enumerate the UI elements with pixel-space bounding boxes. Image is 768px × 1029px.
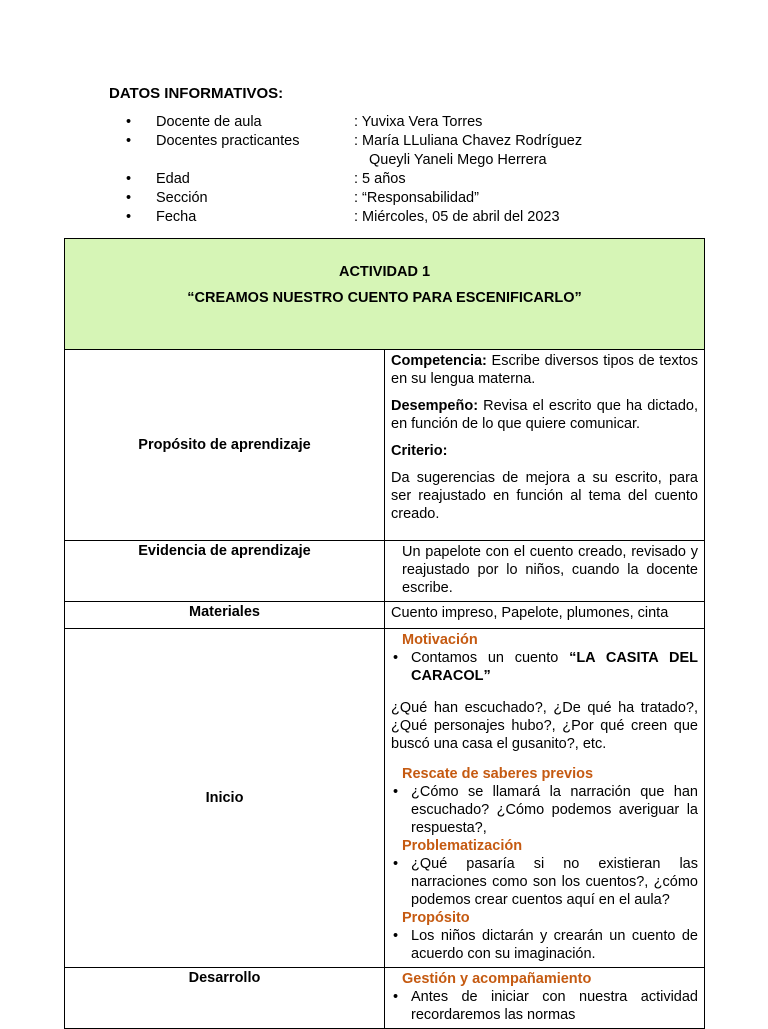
- proposito-content: [385, 350, 705, 541]
- table-row-title: [65, 239, 705, 350]
- list-item-text: ¿Cómo se llamará la narración que han escuchado? ¿Cómo podemos averiguar la respuesta?,: [411, 784, 698, 836]
- problematizacion-title: Problematización: [402, 838, 523, 854]
- list-item: [391, 855, 698, 909]
- list-item-text: Los niños dictarán y crearán un cuento de acuerdo con su imaginación.: [411, 928, 698, 962]
- info-item-fecha: [126, 208, 686, 227]
- competencia-paragraph: [391, 352, 698, 388]
- competencia-label: Competencia:: [391, 353, 487, 369]
- info-value: : María LLuliana Chavez Rodríguez: [354, 133, 583, 149]
- problematizacion-list: [391, 855, 698, 909]
- proposito-title: Propósito: [402, 910, 470, 926]
- info-label: Docente de aula: [156, 114, 262, 130]
- info-label: Fecha: [156, 209, 197, 225]
- info-item-edad: [126, 170, 686, 189]
- row-label: Propósito de aprendizaje: [65, 350, 385, 541]
- info-item-seccion: [126, 189, 686, 208]
- bullet-icon: •: [393, 856, 399, 872]
- row-label: Materiales: [65, 602, 385, 629]
- bullet-icon: •: [393, 650, 399, 666]
- competencia-text: Escribe diversos tipos de textos en su lengua materna.: [391, 353, 698, 387]
- spacer: [391, 685, 698, 699]
- info-label: Docentes practicantes: [156, 133, 300, 149]
- info-value: : “Responsabilidad”: [354, 190, 479, 206]
- info-label: Sección: [156, 190, 208, 206]
- story-title: “LA CASITA DEL CARACOL”: [411, 650, 698, 684]
- table-row-proposito: [65, 350, 705, 541]
- activity-number: ACTIVIDAD 1: [338, 264, 431, 280]
- info-item-practicantes-2: [126, 151, 686, 170]
- list-item: [391, 988, 698, 1024]
- info-list: [126, 113, 686, 227]
- bullet-icon: •: [126, 171, 132, 187]
- table-row-inicio: [65, 629, 705, 968]
- desarrollo-content: [385, 968, 705, 1029]
- activity-title: “CREAMOS NUESTRO CUENTO PARA ESCENIFICARLO”: [187, 290, 582, 306]
- desempeno-paragraph: [391, 397, 698, 433]
- row-label: Desarrollo: [65, 968, 385, 1029]
- info-value: : Yuvixa Vera Torres: [354, 114, 483, 130]
- info-value: : Miércoles, 05 de abril del 2023: [354, 209, 560, 225]
- table-row-materiales: [65, 602, 705, 629]
- proposito-list: [391, 927, 698, 963]
- desempeno-label: Desempeño:: [391, 398, 479, 414]
- materiales-text: Cuento impreso, Papelote, plumones, cinta: [385, 602, 705, 629]
- motivacion-list: [391, 649, 698, 685]
- activity-table: [64, 238, 705, 1029]
- list-item-text: Contamos un cuento: [411, 650, 570, 666]
- info-value: : 5 años: [354, 171, 406, 187]
- motivacion-title: Motivación: [402, 632, 478, 648]
- section-heading: DATOS INFORMATIVOS:: [109, 85, 284, 102]
- preguntas-text: ¿Qué han escuchado?, ¿De qué ha tratado?, ¿Qué personajes hubo?, ¿Por qué creen que buscó una casa el gusanito?, etc.: [391, 700, 698, 752]
- info-item-practicantes: [126, 132, 686, 151]
- table-row-desarrollo: [65, 968, 705, 1029]
- info-item-docente: [126, 113, 686, 132]
- bullet-icon: •: [126, 209, 132, 225]
- desempeno-text: Revisa el escrito que ha dictado, en función de lo que quiere comunicar.: [391, 398, 698, 432]
- row-label: Evidencia de aprendizaje: [65, 541, 385, 602]
- activity-title-cell: [65, 239, 705, 350]
- gestion-title: Gestión y acompañamiento: [402, 971, 592, 987]
- table-row-evidencia: [65, 541, 705, 602]
- criterio-paragraph: [391, 442, 698, 460]
- list-item: [391, 783, 698, 837]
- inicio-content: [385, 629, 705, 968]
- desarrollo-list: [391, 988, 698, 1024]
- list-item: [391, 649, 698, 685]
- rescate-list: [391, 783, 698, 837]
- list-item-text: ¿Qué pasaría si no existieran las narraciones como son los cuentos?, ¿cómo podemos crear cuentos aquí en el aula?: [411, 856, 698, 908]
- bullet-icon: •: [126, 133, 132, 149]
- info-value: Queyli Yaneli Mego Herrera: [369, 152, 547, 168]
- bullet-icon: •: [126, 190, 132, 206]
- bullet-icon: •: [126, 114, 132, 130]
- list-item-text: Antes de iniciar con nuestra actividad recordaremos las normas: [411, 989, 698, 1023]
- info-label: Edad: [156, 171, 190, 187]
- criterio-label: Criterio:: [391, 443, 448, 459]
- rescate-title: Rescate de saberes previos: [402, 766, 594, 782]
- bullet-icon: •: [393, 989, 399, 1005]
- bullet-icon: •: [393, 784, 399, 800]
- evidencia-text: Un papelote con el cuento creado, revisado y reajustado por lo niños, cuando la docente escribe.: [385, 541, 705, 602]
- criterio-text: Da sugerencias de mejora a su escrito, para ser reajustado en función al tema del cuento creado.: [391, 470, 698, 522]
- list-item: [391, 927, 698, 963]
- row-label: Inicio: [65, 629, 385, 968]
- bullet-icon: •: [393, 928, 399, 944]
